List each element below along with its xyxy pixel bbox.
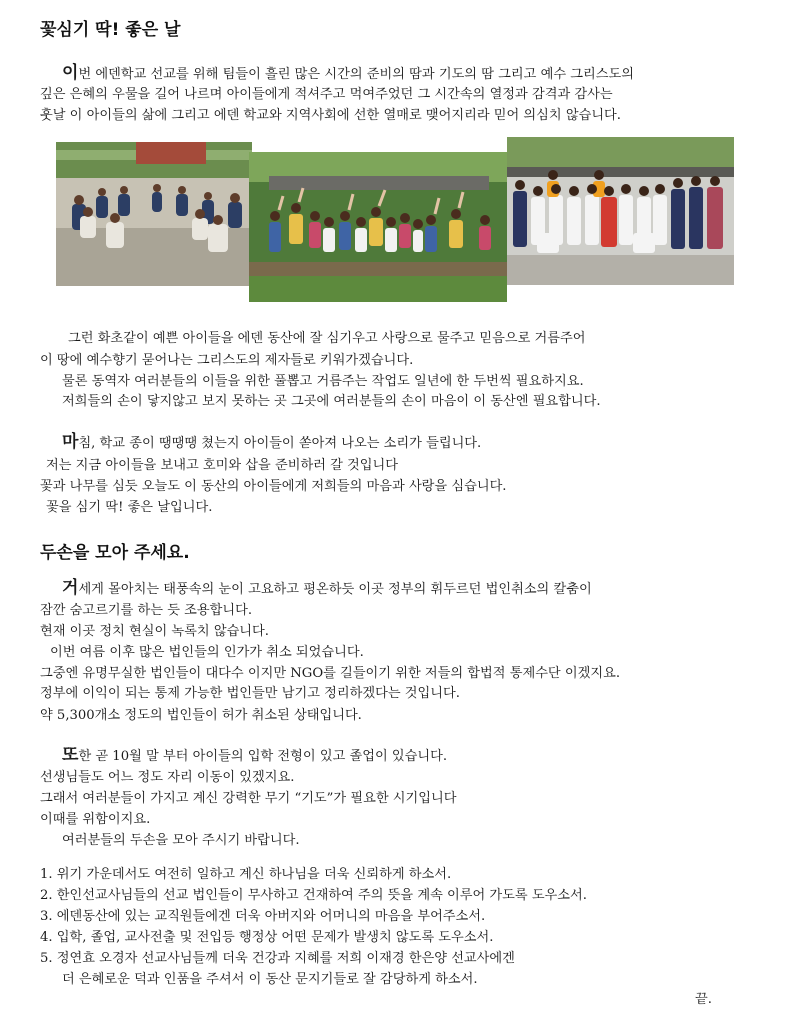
s2-para1-line-5: 그중엔 유명무실한 법인들이 대다수 이지만 NGO를 길들이기 위한 저들의 합법적 통제수단 이겠지요. [40,666,621,681]
prayer-item: 5. 정연효 오경자 선교사님들께 더욱 건강과 지혜를 저희 이재경 한은양 선교사에겐 [40,951,515,966]
drop-cap: 이 [62,63,79,83]
para2-line-3: 물론 동역자 여러분들의 이들을 위한 풀뽑고 거름주는 작업도 일년에 한 두번씩 필요하지요. [62,374,584,389]
para3-line-1 [62,432,481,454]
prayer-item-continuation: 더 은혜로운 덕과 인품을 주셔서 이 동산 문지기들로 잘 감당하게 하소서. [62,972,478,987]
s2-para1-line-6: 정부에 이익이 되는 통제 가능한 법인들만 남기고 정리하겠다는 것입니다. [40,686,460,701]
s2-para2-line-3: 그래서 여러분들이 가지고 계신 강력한 무기 “기도”가 필요한 시기입니다 [40,791,457,806]
intro-text: 번 에덴학교 선교를 위해 팀들이 흘린 많은 시간의 준비의 땀과 기도의 땀 그리고 예수 그리스도의 [78,67,634,82]
drop-cap: 마 [62,432,79,452]
intro-line-3: 훗날 이 아이들의 삶에 그리고 에덴 학교와 지역사회에 선한 열매로 맺어지리라 믿어 의심치 않습니다. [40,108,621,123]
prayer-item: 3. 에덴동산에 있는 교직원들에겐 더욱 아버지와 어머니의 마음을 부어주소서. [40,909,486,924]
para3-line-4: 꽃을 심기 딱! 좋은 날입니다. [46,500,213,515]
section2-title: 두손을 모아 주세요. [40,543,190,563]
s2-para1-line-4: 이번 여름 이후 많은 법인들의 인가가 취소 되었습니다. [50,645,364,660]
s2-para1-line-2: 잠깐 숨고르기를 하는 듯 조용합니다. [40,603,253,618]
s2-para2-line-2: 선생님들도 어느 정도 자리 이동이 있겠지요. [40,770,295,785]
s2-para1-text: 세게 몰아치는 태풍속의 눈이 고요하고 평온하듯 이곳 정부의 휘두르던 법인취소의 칼춤이 [78,582,592,597]
para2-line-4: 저희들의 손이 닿지않고 보지 못하는 곳 그곳에 여러분들의 손이 마음이 이 동산엔 필요합니다. [62,394,601,409]
end-mark: 끝. [695,992,712,1007]
para3-line-2: 저는 지금 아이들을 보내고 호미와 삽을 준비하러 갈 것입니다 [46,458,399,473]
photo-taekwondo-group [507,137,734,285]
photo-group-hands [249,152,507,302]
section1-title: 꽃심기 딱! 좋은 날 [40,20,181,40]
s2-para1-line-3: 현재 이곳 정치 현실이 녹록치 않습니다. [40,624,269,639]
para3-line-3: 꽃과 나무를 심듯 오늘도 이 동산의 아이들에게 저희들의 마음과 사랑을 심습니다. [40,479,507,494]
s2-para1-line-7: 약 5,300개소 정도의 법인들이 허가 취소된 상태입니다. [40,708,362,723]
s2-para2-line-1 [62,745,447,767]
s2-para1-line-1 [62,578,592,600]
children-circle-image [56,142,252,286]
s2-para2-line-5: 여러분들의 두손을 모아 주시기 바랍니다. [62,833,300,848]
s2-para2-line-4: 이때를 위함이지요. [40,812,151,827]
intro-line-1 [62,63,634,85]
drop-cap: 거 [62,578,79,598]
s2-para2-text: 한 곧 10월 말 부터 아이들의 입학 전형이 있고 졸업이 있습니다. [78,749,448,764]
taekwondo-group-image [507,137,734,285]
prayer-item: 4. 입학, 졸업, 교사전출 및 전입등 행정상 어떤 문제가 발생치 않도록 도우소서. [40,930,494,945]
group-hands-image [249,152,507,302]
prayer-item: 1. 위기 가운데서도 여전히 일하고 계신 하나님을 더욱 신뢰하게 하소서. [40,867,452,882]
photo-children-circle [56,142,252,286]
para3-text: 침, 학교 종이 땡땡땡 쳤는지 아이들이 쏟아져 나오는 소리가 들립니다. [78,436,482,451]
prayer-item: 2. 한인선교사님들의 선교 법인들이 무사하고 건재하여 주의 뜻을 계속 이루어 가도록 도우소서. [40,888,587,903]
drop-cap: 또 [62,745,79,765]
intro-line-2: 깊은 은혜의 우물을 길어 나르며 아이들에게 적셔주고 먹여주었던 그 시간속의 열정과 감격과 감사는 [40,87,613,102]
para2-line-2: 이 땅에 예수향기 묻어나는 그리스도의 제자들로 키워가겠습니다. [40,353,414,368]
para2-line-1: 그런 화초같이 예쁜 아이들을 에덴 동산에 잘 심기우고 사랑으로 물주고 믿음으로 거름주어 [68,331,586,346]
